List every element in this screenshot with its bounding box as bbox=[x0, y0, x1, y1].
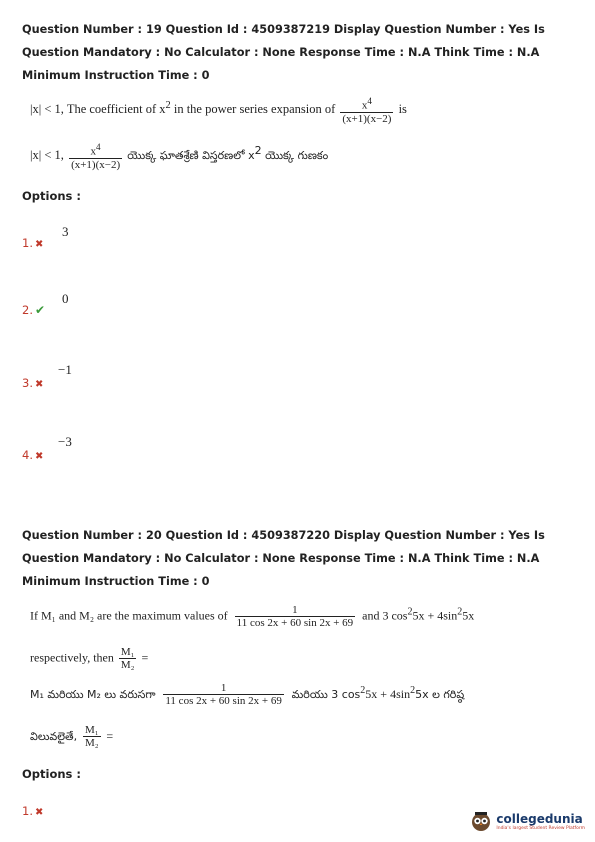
q19-en-sup: 2 bbox=[165, 100, 171, 112]
q20-te-ratio-den: M₂ bbox=[84, 737, 99, 749]
q19-te-suffix: యొక్క గుణకం bbox=[261, 149, 329, 163]
q20-te-frac-num: 1 bbox=[220, 682, 227, 694]
q20-te-line2: విలువలైతే, bbox=[30, 730, 78, 743]
q19-option-3-number: 3. ✖ bbox=[22, 376, 44, 390]
q19-frac-den: (x+1)(x−2) bbox=[342, 112, 392, 125]
q19-en-suffix: is bbox=[398, 102, 407, 117]
q19-frac-num-sup: 4 bbox=[367, 96, 372, 106]
q20-option-1-number: 1. ✖ bbox=[22, 804, 44, 818]
q19-en-mid: in the power series expansion of bbox=[170, 102, 336, 117]
q20-fraction bbox=[235, 604, 356, 629]
collegedunia-logo bbox=[470, 810, 585, 832]
q19-te-text: యొక్క ఘాతశ్రేణి విస్తరణలో x bbox=[127, 149, 255, 163]
q20-te-prefix: M₁ మరియు M₂ లు వరుసగా bbox=[30, 688, 156, 701]
q20-en-end: 5x bbox=[462, 608, 475, 623]
q20-frac-num: 1 bbox=[292, 604, 298, 616]
wrong-mark-icon: ✖ bbox=[34, 239, 44, 250]
q19-option-2-number: 2. ✔ bbox=[22, 303, 46, 317]
wrong-mark-icon: ✖ bbox=[34, 451, 44, 462]
correct-check-icon: ✔ bbox=[34, 303, 46, 317]
q20-en-and: and 3 cos bbox=[362, 608, 408, 623]
q20-te-ratio bbox=[83, 724, 101, 749]
q20-frac-den: 11 cos 2x + 60 sin 2x + 69 bbox=[236, 617, 354, 629]
q19-option-3-value: −1 bbox=[58, 362, 72, 377]
q19-option-4-number: 4. ✖ bbox=[22, 448, 44, 462]
q20-te-and: మరియు 3 cos bbox=[291, 688, 361, 701]
q20-en-sup1: 2 bbox=[407, 606, 413, 618]
q20-header: Question Number : 20 Question Id : 4509387220 Display Question Number : Yes Is Question Mandatory : No Calculator : None Response Time : N.A Think Time : N.A Minimum Instruction Time : 0 bbox=[22, 529, 545, 588]
q19-te-prefix: |x| < 1, bbox=[30, 148, 64, 163]
q19-option-1-value: 3 bbox=[62, 224, 69, 239]
q19-question-en bbox=[30, 96, 407, 125]
owl-mascot-icon bbox=[470, 810, 492, 832]
q20-en-mid: 5x + 4sin bbox=[412, 608, 458, 623]
q19-en-prefix: |x| < 1, The coefficient of x bbox=[30, 102, 166, 117]
q19-option-2-value: 0 bbox=[62, 291, 69, 306]
q19-option-4-value: −3 bbox=[58, 434, 72, 449]
q20-question-en-line2 bbox=[30, 646, 148, 671]
q20-te-sup1: 2 bbox=[360, 685, 366, 696]
q20-ratio-num: M₁ bbox=[120, 646, 135, 658]
q20-en-sup2: 2 bbox=[457, 606, 463, 618]
q20-te-sup2: 2 bbox=[410, 685, 416, 696]
q19-te-frac-num: x bbox=[90, 145, 97, 158]
q20-ratio bbox=[119, 646, 137, 671]
q20-te-fraction bbox=[163, 682, 284, 707]
logo-tagline: India's largest Student Review Platform bbox=[496, 825, 585, 831]
logo-name: collegedunia bbox=[496, 811, 583, 826]
q20-te-ratio-num: M₁ bbox=[84, 724, 99, 736]
q20-question-en bbox=[30, 604, 474, 629]
q20-en-line2: respectively, then bbox=[30, 650, 114, 665]
q20-te-frac-den: 11 cos 2x + 60 sin 2x + 69 bbox=[165, 695, 282, 707]
q19-option-1-number: 1. ✖ bbox=[22, 236, 44, 250]
q19-te-fraction bbox=[69, 142, 122, 171]
q19-te-sup: 2 bbox=[254, 144, 262, 158]
q20-te-mid: 5x + 4sin bbox=[365, 687, 411, 701]
q19-header: Question Number : 19 Question Id : 4509387219 Display Question Number : Yes Is Question Mandatory : No Calculator : None Response Time : N.A Think Time : N.A Minimum Instruction Time : 0 bbox=[22, 23, 545, 82]
q19-te-frac-den: (x+1)(x−2) bbox=[71, 158, 121, 171]
q20-te-eq: = bbox=[106, 729, 114, 743]
q20-options-label: Options : bbox=[22, 767, 81, 781]
q20-question-te bbox=[30, 682, 464, 707]
q20-te-end: 5x ల గరిష్ఠ bbox=[415, 688, 465, 701]
q20-eq: = bbox=[141, 650, 149, 665]
wrong-mark-icon: ✖ bbox=[34, 379, 44, 390]
q19-frac-num: x bbox=[361, 99, 368, 112]
q19-te-frac-num-sup: 4 bbox=[96, 142, 101, 152]
q20-ratio-den: M₂ bbox=[120, 659, 135, 671]
wrong-mark-icon: ✖ bbox=[34, 807, 44, 818]
q20-en-prefix: If M₁ and M₂ are the maximum values of bbox=[30, 608, 228, 623]
q19-question-te bbox=[30, 142, 328, 171]
q19-options-label: Options : bbox=[22, 189, 81, 203]
q19-fraction bbox=[340, 96, 393, 125]
q20-question-te-line2 bbox=[30, 724, 113, 749]
